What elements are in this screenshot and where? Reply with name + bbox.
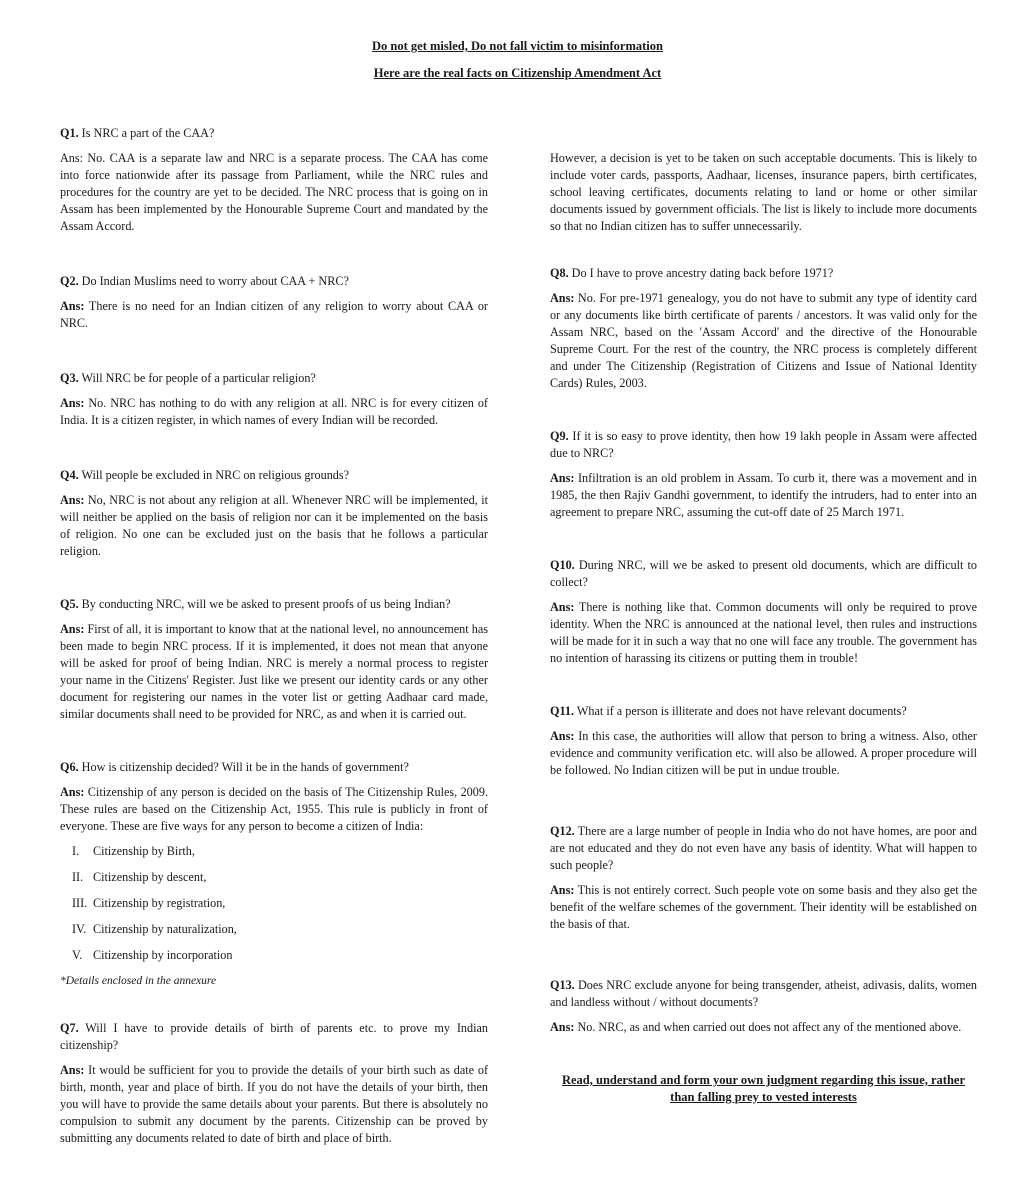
closing-statement: Read, understand and form your own judgment regarding this issue, rather than falling prey to vested interests [561,1073,966,1104]
question: Q12. There are a large number of people in India who do not have homes, are poor and are not educated and they do not even have any basis of identity. What will happen to such people? [550,824,977,872]
question: Q5. By conducting NRC, will we be asked to present proofs of us being Indian? [60,597,451,611]
question: Q3. Will NRC be for people of a particular religion? [60,371,316,385]
answer: Ans: In this case, the authorities will allow that person to bring a witness. Also, other evidence and community verification etc. will also be allowed. A proper procedure will be followed. No Indian citizen will be put in undue trouble. [550,729,977,777]
q7-continuation: However, a decision is yet to be taken on such acceptable documents. This is likely to include voter cards, passports, Aadhaar, licenses, insurance papers, birth certificates, school leaving certificates, documents relating to land or home or other similar documents issued by government officials. The list is likely to include more documents so that no Indian citizen has to suffer unnecessarily. [550,151,977,233]
qa-block-q13 [550,977,977,1036]
list-item: I. Citizenship by Birth, [72,844,195,858]
qa-block-q7 [60,1020,488,1147]
qa-block-q12 [550,823,977,933]
answer: Ans: First of all, it is important to know that at the national level, no announcement has been made to begin NRC process. If it is implemented, it does not mean that anyone will be asked for proof of being Indian. NRC is merely a normal process to register your name in the Citizens' Register. Just like we present our identity cards or any other document for registering our names in the voter list or getting Aadhaar card made, similar documents shall need to be provided for NRC, as and when it is carried out. [60,622,488,721]
qa-block-q6 [60,759,488,990]
answer: Ans: No, NRC is not about any religion at all. Whenever NRC will be implemented, it will neither be applied on the basis of religion nor can it be implemented on the basis of religion. No one can be excluded just on the basis that he follows a particular religion. [60,493,488,558]
list-item: IV. Citizenship by naturalization, [72,922,237,936]
list-item: III. Citizenship by registration, [72,896,226,910]
qa-block-q4 [60,467,488,560]
answer: Ans: No. NRC, as and when carried out does not affect any of the mentioned above. [550,1020,962,1034]
answer: Ans: There is nothing like that. Common documents will only be required to prove identity. When the NRC is announced at the national level, then rules and instructions will be made for it in such a way that no one will face any trouble. The government has no intention of harassing its citizens or putting them in trouble! [550,600,977,665]
qa-block-q1 [60,125,488,235]
answer: Ans: No. For pre-1971 genealogy, you do not have to submit any type of identity card or any documents like birth certificate of parents / ancestors. It was valid only for the Assam NRC, based on the 'Assam Accord' and the directive of the Honourable Supreme Court. For the rest of the country, the NRC process is completely different and under The Citizenship (Registration of Citizens and Issue of National Identity Cards) Rules, 2003. [550,291,977,390]
qa-block-q5 [60,596,488,723]
answer: Ans: This is not entirely correct. Such people vote on some basis and they also get the benefit of the welfare schemes of the government. Their identity will be established on the basis of that. [550,883,977,931]
list-item: V. Citizenship by incorporation [72,948,233,962]
qa-block-q9 [550,428,977,521]
heading-line-1: Do not get misled, Do not fall victim to misinformation [372,39,663,53]
answer: Ans: There is no need for an Indian citizen of any religion to worry about CAA or NRC. [60,299,488,330]
question: Q6. How is citizenship decided? Will it be in the hands of government? [60,760,409,774]
right-column [550,150,977,1036]
question: Q8. Do I have to prove ancestry dating back before 1971? [550,266,834,280]
question: Q11. What if a person is illiterate and does not have relevant documents? [550,704,907,718]
question: Q9. If it is so easy to prove identity, then how 19 lakh people in Assam were affected due to NRC? [550,429,977,460]
question: Q4. Will people be excluded in NRC on religious grounds? [60,468,350,482]
answer: Ans: No. NRC has nothing to do with any religion at all. NRC is for every citizen of India. It is a citizen register, in which names of every Indian will be recorded. [60,396,488,427]
question: Q1. Is NRC a part of the CAA? [60,126,215,140]
question: Q10. During NRC, will we be asked to present old documents, which are difficult to collect? [550,558,977,589]
qa-block-q3 [60,370,488,429]
list-item: II. Citizenship by descent, [72,870,207,884]
answer: Ans: No. CAA is a separate law and NRC is a separate process. The CAA has come into force nationwide after its passage from Parliament, while the NRC rules and procedures for the country are yet to be decided. The NRC process that is going on in Assam has been implemented by the Honourable Supreme Court and mandated by the Assam Accord. [60,151,488,233]
question: Q13. Does NRC exclude anyone for being transgender, atheist, adivasis, dalits, women and landless without / without documents? [550,978,977,1009]
left-column [60,125,488,1147]
answer: Ans: It would be sufficient for you to provide the details of your birth such as date of birth, month, year and place of birth. If you do not have the details of your birth, then you will have to provide the same details about your parents. But there is absolutely no compulsion to submit any document by the parents. Citizenship can be proved by submitting any documents related to date of birth and place of birth. [60,1063,488,1145]
answer: Ans: Citizenship of any person is decided on the basis of The Citizenship Rules, 2009. These rules are based on the Citizenship Act, 1955. This rule is publicly in front of everyone. These are five ways for any person to become a citizen of India: [60,785,488,833]
citizenship-ways-list [60,843,488,973]
question: Q2. Do Indian Muslims need to worry about CAA + NRC? [60,274,349,288]
qa-block-q11 [550,703,977,779]
qa-block-q8 [550,265,977,392]
heading-line-2: Here are the real facts on Citizenship Amendment Act [373,66,662,80]
question: Q7. Will I have to provide details of birth of parents etc. to prove my Indian citizenship? [60,1021,488,1052]
annexure-note: *Details enclosed in the annexure [60,975,217,987]
answer: Ans: Infiltration is an old problem in Assam. To curb it, there was a movement and in 1985, the then Rajiv Gandhi government, to identify the intruders, had to enter into an agreement to prepare NRC, assuming the cut-off date of 25 March 1971. [550,471,977,519]
qa-block-q2 [60,273,488,332]
qa-block-q10 [550,557,977,667]
